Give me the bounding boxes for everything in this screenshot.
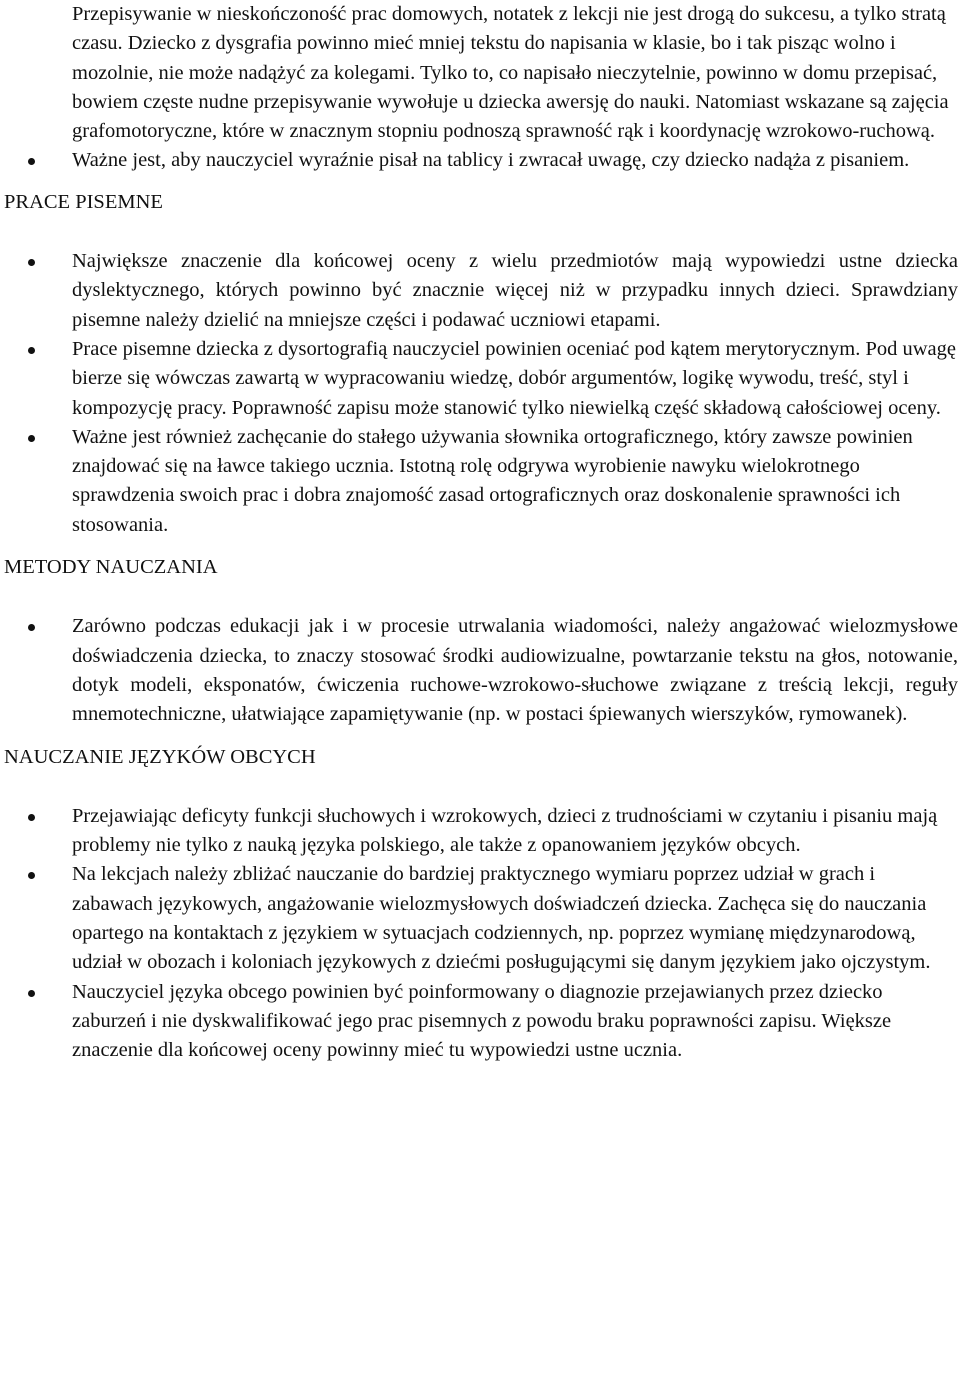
intro-list	[4, 0, 958, 176]
bullet-icon	[28, 347, 35, 354]
paragraph: Największe znaczenie dla końcowej oceny z wielu przedmiotów mają wypowiedzi ustne dziecka dyslektycznego, których powinno być znacznie więcej niż w przypadku innych dzieci. Sprawdziany pisemne należy dzielić na mniejsze części i podawać uczniowi etapami.	[72, 250, 958, 331]
list-item-continued	[4, 0, 958, 146]
paragraph: Ważne jest również zachęcanie do stałego używania słownika ortograficznego, który zawsze powinien znajdować się na ławce takiego ucznia. Istotną rolę odgrywa wyrobienie nawyku wielokrotnego sprawdzenia swoich prac i dobra znajomość zasad ortograficznych oraz doskonalenie sprawności ich stosowania.	[72, 425, 913, 536]
paragraph: Przejawiając deficyty funkcji słuchowych i wzrokowych, dzieci z trudnościami w czytaniu i pisaniu mają problemy nie tylko z nauką języka polskiego, ale także z opanowaniem języków obcych.	[72, 804, 938, 857]
spacer	[4, 772, 958, 802]
bullet-icon	[28, 624, 35, 631]
paragraph: Przepisywanie w nieskończoność prac domowych, notatek z lekcji nie jest drogą do sukcesu, a tylko stratą czasu. Dziecko z dysgrafia powinno mieć mniej tekstu do napisania w klasie, bo i tak pisząc wolno i mozolnie, nie może nadążyć za kolegami. Tylko to, co napisało nieczytelnie, powinno w domu przepisać, bowiem częste nudne przepisywanie wywołuje u dziecka awersję do nauki. Natomiast wskazane są zajęcia grafomotoryczne, które w znacznym stopniu podnoszą sprawność rąk i koordynację wzrokowo-ruchową.	[72, 3, 949, 143]
section-list-nauczanie-jezykow-obcych	[4, 802, 958, 1066]
bullet-icon	[28, 158, 35, 165]
bullet-icon	[28, 259, 35, 266]
paragraph: Nauczyciel języka obcego powinien być poinformowany o diagnozie przejawianych przez dziecko zaburzeń i nie dyskwalifikować jego prac pisemnych z powodu braku poprawności zapisu. Większe znaczenie dla końcowej oceny powinny mieć tu wypowiedzi ustne ucznia.	[72, 980, 892, 1062]
list-item	[4, 247, 958, 335]
list-item	[4, 860, 958, 977]
list-item	[4, 423, 958, 540]
paragraph: Prace pisemne dziecka z dysortografią nauczyciel powinien oceniać pod kątem merytorycznym. Pod uwagę bierze się wówczas zawartą w wypracowaniu wiedzę, dobór argumentów, logikę wywodu, treść, styl i kompozycję pracy. Poprawność zapisu może stanowić tylko niewielką część składową całościowej oceny.	[72, 337, 957, 419]
bullet-icon	[28, 990, 35, 997]
list-item	[4, 335, 958, 423]
spacer	[4, 582, 958, 612]
spacer	[4, 217, 958, 247]
list-item	[4, 612, 958, 729]
section-list-prace-pisemne	[4, 247, 958, 540]
bullet-icon	[28, 814, 35, 821]
section-heading-prace-pisemne: PRACE PISEMNE	[4, 190, 163, 213]
section-heading-nauczanie-jezykow-obcych: NAUCZANIE JĘZYKÓW OBCYCH	[4, 745, 316, 768]
list-item	[4, 978, 958, 1066]
paragraph: Na lekcjach należy zbliżać nauczanie do bardziej praktycznego wymiaru poprzez udział w grach i zabawach językowych, angażowanie wielozmysłowych doświadczeń dziecka. Zachęca się do nauczania opartego na kontaktach z językiem w sytuacjach codziennych, np. poprzez wymianę międzynarodową, udział w obozach i koloniach językowych z dziećmi posługującymi się danym językiem jako ojczystym.	[72, 863, 931, 974]
bullet-icon	[28, 435, 35, 442]
list-item	[4, 146, 958, 175]
list-item	[4, 802, 958, 861]
bullet-icon	[28, 872, 35, 879]
paragraph: Zarówno podczas edukacji jak i w procesie utrwalania wiadomości, należy angażować wielozmysłowe doświadczenia dziecka, to znaczy stosować środki audiowizualne, powtarzanie tekstu na głos, notowanie, dotyk modeli, eksponatów, ćwiczenia ruchowe-wzrokowo-słuchowe związane z treścią lekcji, reguły mnemotechniczne, ułatwiające zapamiętywanie (np. w postaci śpiewanych wierszyków, rymowanek).	[72, 615, 958, 726]
paragraph: Ważne jest, aby nauczyciel wyraźnie pisał na tablicy i zwracał uwagę, czy dziecko nadąża z pisaniem.	[72, 149, 910, 172]
section-heading-metody-nauczania: METODY NAUCZANIA	[4, 556, 218, 579]
section-list-metody-nauczania	[4, 612, 958, 729]
